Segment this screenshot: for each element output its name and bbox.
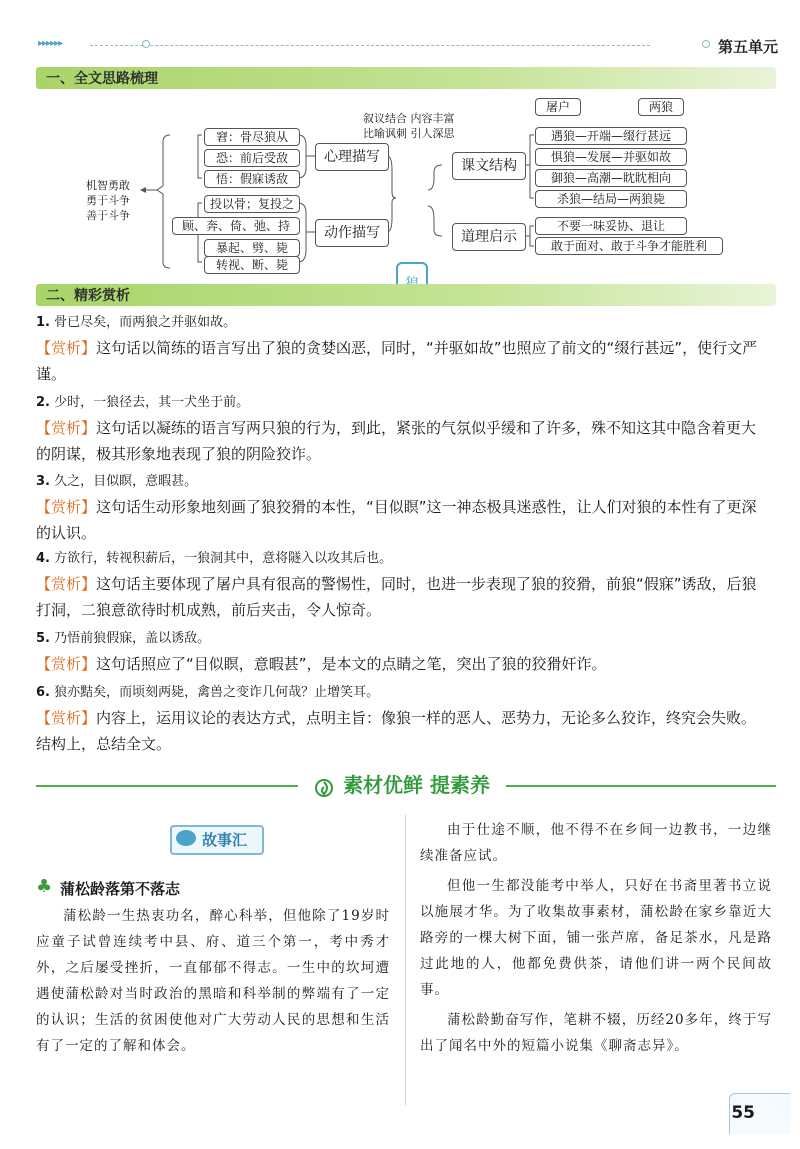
classical-quote: 久之，目似瞑，意暇甚。 — [54, 474, 198, 489]
analysis-tag: 【赏析】 — [36, 339, 97, 357]
psych-item: 悟：假寐诱敌 — [204, 170, 300, 188]
lesson-label: 道理启示 — [452, 223, 526, 251]
section-bar-analysis — [36, 284, 776, 306]
item-number: 5. — [36, 631, 50, 646]
header-rule-dot — [702, 40, 710, 48]
item-number: 1. — [36, 315, 50, 330]
item-number: 6. — [36, 685, 50, 700]
analysis-tag: 【赏析】 — [36, 655, 97, 673]
character-note-line: 机智勇敢 — [86, 179, 130, 192]
story-paragraph: 但他一生都没能考中举人，只好在书斋里著书立说以施展才华。为了收集故事素材，蒲松龄在家乡靠近大路旁的一棵大树下面，铺一张芦席，备足茶水，凡是路过此地的人，他都免费供茶，请他们讲一两个民间故事。 — [420, 878, 772, 998]
header-rule — [90, 45, 650, 46]
structure-item: 惧狼—发展—并驱如故 — [535, 148, 687, 166]
banner-rule-right — [506, 785, 776, 787]
action-item: 暴起、劈、毙 — [204, 239, 300, 257]
analysis-text: 这句话以简练的语言写出了狼的贪婪凶恶，同时，“并驱如故”也照应了前文的“缀行甚远”，使行文严谨。 — [36, 339, 758, 383]
leaf-icon: ♣ — [36, 876, 53, 897]
banner-title: 素材优鲜 提素养 — [343, 773, 491, 797]
story-paragraph: 蒲松龄勤奋写作，笔耕不辍，历经20多年，终于写出了闻名中外的短篇小说集《聊斋志异》。 — [420, 1012, 772, 1054]
structure-item: 遇狼—开端—缀行甚远 — [535, 127, 687, 145]
banner-rule-left — [36, 785, 298, 787]
story-paragraph: 由于仕途不顺，他不得不在乡间一边教书，一边继续准备应试。 — [420, 822, 772, 864]
analysis-tag: 【赏析】 — [36, 709, 97, 727]
technique-note — [363, 111, 455, 141]
classical-quote: 少时，一狼径去，其一犬坐于前。 — [54, 395, 250, 410]
classical-quote: 乃悟前狼假寐，盖以诱敌。 — [54, 631, 211, 646]
analysis-text: 这句话生动形象地刻画了狼狡猾的本性，“目似瞑”这一神态极具迷惑性，让人们对狼的本性有了更深的认识。 — [36, 498, 757, 542]
psych-item: 窘：骨尽狼从 — [204, 128, 300, 146]
structure-header: 两狼 — [638, 98, 684, 116]
analysis-text: 这句话以凝练的语言写两只狼的行为，到此，紧张的气氛似乎缓和了许多，殊不知这其中隐含着更大的阴谋，极其形象地表现了狼的阴险狡诈。 — [36, 419, 757, 463]
section-title: 一、全文思路梳理 — [46, 71, 158, 87]
analysis-tag: 【赏析】 — [36, 498, 97, 516]
section-bar-outline — [36, 67, 776, 89]
character-note-line: 善于斗争 — [86, 209, 130, 222]
analysis-tag: 【赏析】 — [36, 419, 97, 437]
technique-note-line: 比喻讽刺 引人深思 — [363, 127, 455, 140]
classical-quote: 方欲行，转视积薪后，一狼洞其中，意将隧入以攻其后也。 — [54, 551, 393, 566]
outline-diagram — [0, 90, 800, 280]
item-number: 2. — [36, 395, 50, 410]
character-note-line: 勇于斗争 — [86, 194, 130, 207]
analysis-item — [36, 549, 771, 623]
action-item: 顾、奔、倚、弛、持 — [172, 217, 300, 235]
story-right-column — [420, 817, 772, 1059]
structure-header: 屠户 — [535, 98, 581, 116]
action-label: 动作描写 — [315, 219, 389, 247]
unit-label: 第五单元 — [717, 38, 778, 56]
action-item: 投以骨；复投之 — [204, 195, 300, 213]
structure-item: 御狼—高潮—眈眈相向 — [535, 169, 687, 187]
psych-item: 恐：前后受敌 — [204, 149, 300, 167]
item-number: 3. — [36, 474, 50, 489]
classical-quote: 狼亦黠矣，而顷刻两毙，禽兽之变诈几何哉？止增笑耳。 — [54, 685, 380, 700]
character-note — [86, 178, 130, 223]
structure-item: 杀狼—结局—两狼毙 — [535, 190, 687, 208]
story-badge-label: 故事汇 — [202, 831, 248, 849]
header-rule-dot — [142, 40, 150, 48]
lesson-item: 不要一味妥协、退让 — [535, 217, 687, 235]
swirl-icon — [314, 778, 334, 798]
analysis-text: 这句话照应了“目似瞑，意暇甚”，是本文的点睛之笔，突出了狼的狡猾奸诈。 — [96, 655, 607, 673]
analysis-item — [36, 629, 771, 677]
lesson-item: 敢于面对、敢于斗争才能胜利 — [535, 237, 723, 255]
analysis-text: 这句话主要体现了屠户具有很高的警惕性，同时，也进一步表现了狼的狡猾，前狼“假寐”诱敌，后狼打洞，二狼意欲待时机成熟，前后夹击，令人惊奇。 — [36, 575, 757, 619]
analysis-item — [36, 683, 771, 757]
page-number: 55 — [731, 1103, 755, 1123]
material-banner — [298, 770, 506, 800]
analysis-item — [36, 472, 771, 546]
analysis-text: 内容上，运用议论的表达方式，点明主旨：像狼一样的恶人、恶势力，无论多么狡诈，终究会失败。结构上，总结全文。 — [36, 709, 757, 753]
technique-note-line: 叙议结合 内容丰富 — [363, 112, 455, 125]
analysis-item — [36, 393, 771, 467]
story-badge — [170, 825, 264, 855]
story-title: 蒲松龄落第不落志 — [60, 880, 181, 898]
classical-quote: 骨已尽矣，而两狼之并驱如故。 — [54, 315, 237, 330]
psych-label: 心理描写 — [315, 143, 389, 171]
section-title: 二、精彩赏析 — [46, 288, 130, 304]
structure-label: 课文结构 — [452, 152, 526, 180]
analysis-tag: 【赏析】 — [36, 575, 97, 593]
column-divider — [405, 815, 406, 1105]
header-arrows: ▸▸▸▸▸▸ — [38, 38, 63, 49]
book-icon — [176, 830, 196, 846]
story-paragraph: 蒲松龄一生热衷功名，醉心科举，但他除了19岁时应童子试曾连续考中县、府、道三个第一，考中秀才外，之后屡受挫折，一直郁郁不得志。一生中的坎坷遭遇使蒲松龄对当时政治的黑暗和科举制的弊端有了一定的认识；生活的贫困使他对广大劳动人民的思想和生活有了一定的了解和体会。 — [36, 908, 390, 1054]
analysis-item — [36, 313, 771, 387]
story-left-column — [36, 903, 390, 1059]
action-item: 转视、断、毙 — [204, 256, 300, 274]
item-number: 4. — [36, 551, 50, 566]
